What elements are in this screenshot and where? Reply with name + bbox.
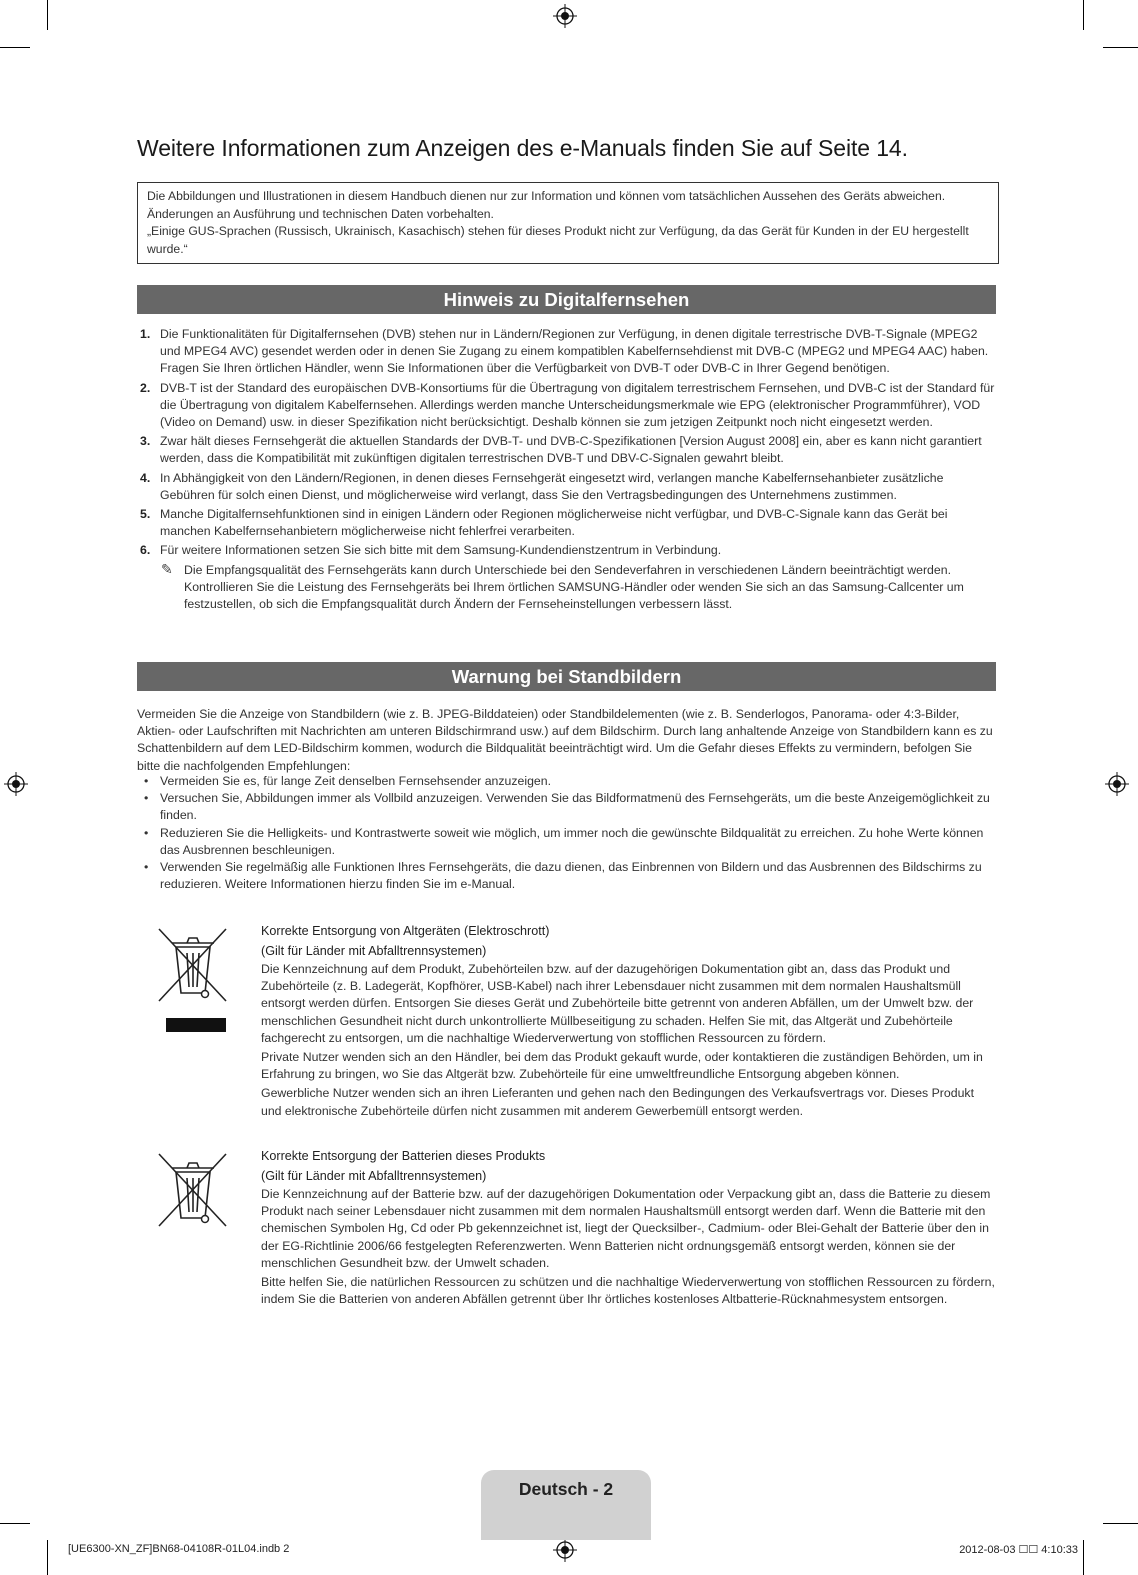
list-item <box>137 433 999 467</box>
list-item-text: In Abhängigkeit von den Ländern/Regionen, in denen dieses Fernsehgerät eingesetzt wird, verlangen manche Kabelfernsehanbieter zusätzliche Gebühren für solch einen Dienst, und möglicherweise wird verlangt, dass Sie den Vertragsbedingungen des Unternehmens zustimmen. <box>160 470 944 502</box>
weee-subtitle: (Gilt für Länder mit Abfalltrennsystemen) <box>261 943 487 958</box>
list-item-text: Die Funktionalitäten für Digitalfernsehen (DVB) stehen nur in Ländern/Regionen zur Verfügung, in denen digitale terrestrische DVB-T-Signale (MPEG2 und MPEG4 AVC) gesendet werden oder in denen Sie Zugang zu einem kompatiblen Kabelfernsehdienst mit DVB-C (MPEG2 und MPEG4 AAC) haben. Fragen Sie Ihren örtlichen Händler, wenn Sie Informationen über die Verfügbarkeit von DVB-T oder DVB-C in Ihrer Gegend benötigen. <box>160 327 989 376</box>
list-item <box>137 542 999 559</box>
disclaimer-text: Die Abbildungen und Illustrationen in diesem Handbuch dienen nur zur Information und können vom tatsächlichen Aussehen des Geräts abweichen. Änderungen an Ausführung und technischen Daten vorbehalten. <box>147 189 946 221</box>
registration-mark-icon <box>4 772 28 796</box>
weee-title: Korrekte Entsorgung von Altgeräten (Elektroschrott) <box>261 924 550 938</box>
weee-paragraph: Die Kennzeichnung auf dem Produkt, Zubehörteilen bzw. auf der dazugehörigen Dokumentation gibt an, dass das Produkt und Zubehörteile (z. B. Ladegerät, Kopfhörer, USB-Kabel) nach ihrer Lebensdauer nicht zusammen mit dem normalen Haushaltsmüll entsorgt werden dürfen. Entsorgen Sie dieses Gerät und Zubehörteile bitte getrennt von anderen Abfällen, um der Umwelt bzw. der menschlichen Gesundheit nicht durch unkontrollierte Müllbeseitigung zu schaden. Helfen Sie mit, das Altgerät und Zubehörteile fachgerecht zu entsorgen, um die nachhaltige Wiederverwertung von stofflichen Ressourcen zu fördern. <box>261 962 974 1045</box>
weee-electronics-section <box>261 922 996 1122</box>
list-item <box>137 470 999 504</box>
note-text: Die Empfangsqualität des Fernsehgeräts kann durch Unterschiede bei den Sendeverfahren in verschiedenen Ländern beeinträchtigt werden. Kontrollieren Sie die Leistung des Fernsehgeräts bei Ihrem örtlichen SAMSUNG-Händler oder wenden Sie sich an das Samsung-Callcenter um festzustellen, ob sich die Empfangsqualität durch Ändern der Fernseheinstellungen verbessern lässt. <box>184 562 964 612</box>
note-pencil-icon: ✎ <box>161 560 173 577</box>
crossed-out-wheeled-bin-icon <box>156 1150 230 1230</box>
list-item <box>137 380 999 432</box>
list-item-text: Zwar hält dieses Fernsehgerät die aktuellen Standards der DVB-T- und DVB-C-Spezifikationen [Version August 2008] ein, aber es kann nicht garantiert werden, dass die Kompatibilität mit zukünftigen digitalen terrestrischen DVB-T und DBV-C-Signalen gewahrt bleibt. <box>160 434 982 466</box>
disclaimer-box <box>137 182 999 264</box>
print-slug-filename: [UE6300-XN_ZF]BN68-04108R-01L04.indb 2 <box>68 1543 290 1555</box>
list-number: 2. <box>140 380 151 395</box>
list-item: • Versuchen Sie, Abbildungen immer als Vollbild anzuzeigen. Verwenden Sie das Bildformatmenü des Fernsehgeräts, um die beste Anzeigemöglichkeit zu finden. <box>137 790 999 824</box>
note <box>137 562 999 614</box>
still-image-intro: Vermeiden Sie die Anzeige von Standbildern (wie z. B. JPEG-Bilddateien) oder Standbildelementen (wie z. B. Senderlogos, Panorama- oder 4:3-Bilder, Aktien- oder Laufschriften mit Nachrichten am unteren Bildschirmrand usw.) auf dem Bildschirm. Durch lang anhaltende Anzeige von Standbildern kann es zu Schattenbildern auf dem LED-Bildschirm kommen, wodurch die Bildqualität beeinträchtigt wird. Um die Gefahr dieses Effekts zu vermindern, befolgen Sie bitte die nachfolgenden Empfehlungen: <box>137 707 993 773</box>
crop-mark <box>1103 1523 1138 1524</box>
list-item-text: Manche Digitalfernsehfunktionen sind in einigen Ländern oder Regionen möglicherweise nicht verfügbar, und DVB-C-Signale kann das Gerät bei manchen Kabelfernsehanbietern möglicherweise nicht fehlerfrei verarbeiten. <box>160 507 948 539</box>
weee-paragraph: Bitte helfen Sie, die natürlichen Ressourcen zu schützen und die nachhaltige Wiederverwertung von stofflichen Ressourcen zu fördern, indem Sie die Batterien von anderen Abfällen getrennt über Ihr örtliches kostenloses Altbatterie-Rücknahmesystem entsorgen. <box>261 1275 995 1307</box>
list-number: 6. <box>140 543 151 558</box>
crop-mark <box>1103 47 1138 48</box>
list-item: • Verwenden Sie regelmäßig alle Funktionen Ihres Fernsehgeräts, die dazu dienen, das Einbrennen von Bildern und das Ausbrennen des Bildschirms zu reduzieren. Weitere Informationen hierzu finden Sie im e-Manual. <box>137 859 999 893</box>
section-heading-still-image-warning: Warnung bei Standbildern <box>137 662 996 691</box>
crop-mark <box>1083 0 1084 30</box>
weee-battery-section <box>261 1147 996 1310</box>
crossed-out-wheeled-bin-icon <box>156 925 230 1035</box>
weee-paragraph: Die Kennzeichnung auf der Batterie bzw. auf der dazugehörigen Dokumentation oder Verpackung gibt an, dass die Batterie zu diesem Produkt nach seiner Lebensdauer nicht zusammen mit dem normalen Haushaltsmüll entsorgt werden darf. Wenn die Batterie mit den chemischen Symbolen Hg, Cd oder Pb gekennzeichnet ist, liegt der Quecksilber-, Cadmium- oder Blei-Gehalt der Batterie über den in der EG-Richtlinie 2006/66 festgelegten Referenzwerten. Wenn Batterien nicht ordnungsgemäß entsorgt werden, können sie der menschlichen Gesundheit bzw. der Umwelt schaden. <box>261 1187 991 1270</box>
crop-mark <box>47 0 48 30</box>
print-slug-timestamp: 2012-08-03 ☐☐ 4:10:33 <box>959 1544 1078 1556</box>
registration-mark-icon <box>1105 772 1129 796</box>
crop-mark <box>47 1540 48 1575</box>
registration-mark-icon <box>553 1538 577 1562</box>
weee-subtitle: (Gilt für Länder mit Abfalltrennsystemen) <box>261 1168 487 1183</box>
list-item <box>137 326 999 378</box>
crop-mark <box>1083 1540 1084 1575</box>
list-number: 5. <box>140 507 151 522</box>
list-number: 3. <box>140 434 151 449</box>
list-item-text: Für weitere Informationen setzen Sie sich bitte mit dem Samsung-Kundendienstzentrum in Verbindung. <box>160 543 722 558</box>
weee-title: Korrekte Entsorgung der Batterien dieses Produkts <box>261 1149 546 1163</box>
list-item: • Reduzieren Sie die Helligkeits- und Kontrastwerte soweit wie möglich, um immer noch die gewünschte Bildqualität zu erreichen. Zu hohe Werte können das Ausbrennen beschleunigen. <box>137 825 999 859</box>
list-number: 1. <box>140 327 151 341</box>
weee-paragraph: Gewerbliche Nutzer wenden sich an ihren Lieferanten und gehen nach den Bedingungen des Verkaufsvertrags vor. Dieses Produkt und elektronische Zubehörteile dürfen nicht zusammen mit anderem Gewerbemüll entsorgt werden. <box>261 1086 974 1118</box>
digital-tv-list <box>137 326 999 613</box>
list-number: 4. <box>140 470 151 485</box>
page-number: Deutsch - 2 <box>518 1479 614 1499</box>
list-item-text: DVB-T ist der Standard des europäischen DVB-Konsortiums für die Übertragung von digitalem terrestrischem Fernsehen, und DVB-C ist der Standard für die Übertragung von digitalem Kabelfernsehen. Allerdings werden manche Unterscheidungsmerkmale wie EPG (elektronischer Programmführer), VOD (Video on Demand) usw. in dieser Spezifikation nicht berücksichtigt. Deshalb können sie zum jetzigen Zeitpunkt noch nicht eingesetzt werden. <box>160 380 995 430</box>
registration-mark-icon <box>553 4 577 28</box>
disclaimer-text: „Einige GUS-Sprachen (Russisch, Ukrainisch, Kasachisch) stehen für dieses Produkt nicht zur Verfügung, da das Gerät für Kunden in der EU hergestellt wurde.“ <box>147 224 969 256</box>
crop-mark <box>0 47 30 48</box>
list-item <box>137 506 999 540</box>
still-image-recommendations <box>137 773 999 893</box>
page-title: Weitere Informationen zum Anzeigen des e-Manuals finden Sie auf Seite 14. <box>137 135 908 161</box>
section-heading-digital-tv: Hinweis zu Digitalfernsehen <box>137 285 996 314</box>
list-item: • Vermeiden Sie es, für lange Zeit denselben Fernsehsender anzuzeigen. <box>137 773 999 790</box>
crop-mark <box>0 1523 30 1524</box>
weee-paragraph: Private Nutzer wenden sich an den Händler, bei dem das Produkt gekauft wurde, oder kontaktieren die zuständigen Behörden, um in Erfahrung zu bringen, wo Sie das Altgerät bzw. Zubehörteile für eine umweltfreundliche Entsorgung abgeben können. <box>261 1050 983 1082</box>
